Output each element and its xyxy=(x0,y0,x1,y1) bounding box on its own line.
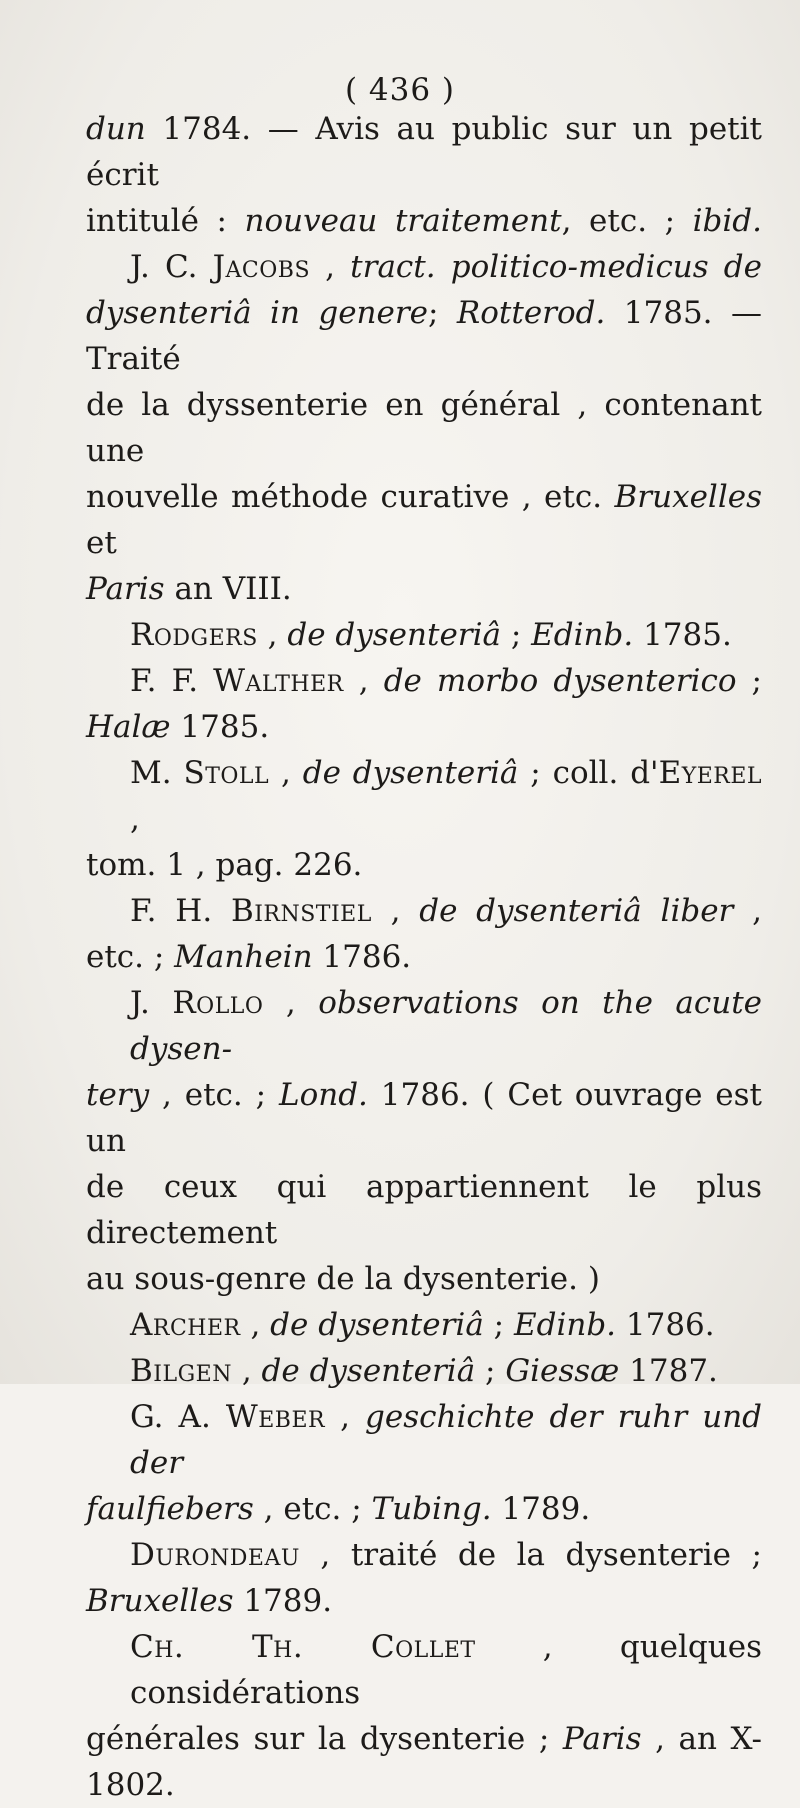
bibliography-text xyxy=(86,106,762,1808)
text-line xyxy=(86,474,762,566)
text-segment: , xyxy=(325,1399,366,1435)
italic-text: Paris xyxy=(562,1721,642,1757)
text-line xyxy=(86,658,762,704)
text-segment: J. xyxy=(130,985,173,1021)
author-name: Bilgen xyxy=(130,1353,232,1389)
italic-text: de morbo dysenterico xyxy=(383,663,737,699)
text-segment: , xyxy=(257,617,288,653)
italic-text: dun xyxy=(86,111,146,147)
text-segment: G. A. xyxy=(130,1399,226,1435)
italic-text: geschichte der ruhr und der xyxy=(130,1399,762,1481)
text-line xyxy=(86,1348,762,1394)
text-segment: ; coll. d' xyxy=(518,755,659,791)
italic-text: Lond. xyxy=(278,1077,368,1113)
text-line xyxy=(86,1394,762,1486)
text-line xyxy=(86,1578,762,1624)
author-name: Rodgers xyxy=(130,617,258,653)
text-line xyxy=(86,704,762,750)
text-segment: etc. ; xyxy=(86,939,175,975)
text-line xyxy=(86,934,762,980)
text-line xyxy=(86,382,762,474)
text-segment: 1789. xyxy=(491,1491,591,1527)
text-line xyxy=(86,980,762,1072)
italic-text: Rotterod. xyxy=(456,295,606,331)
text-segment: , an X- xyxy=(641,1721,762,1757)
author-name: Archer xyxy=(130,1307,241,1343)
text-line xyxy=(86,1164,762,1256)
italic-text: ibid. xyxy=(692,203,762,239)
text-segment: , xyxy=(310,249,351,285)
author-name: Jacobs xyxy=(212,249,311,285)
italic-text: Manhein xyxy=(174,939,313,975)
text-segment: ; xyxy=(428,295,457,331)
text-line xyxy=(86,1532,762,1578)
italic-text: Paris xyxy=(86,571,165,607)
italic-text: observations on the acute dysen- xyxy=(130,985,762,1067)
text-segment: , xyxy=(343,663,384,699)
text-segment: 1786. xyxy=(312,939,412,975)
text-segment: ; xyxy=(475,1353,506,1389)
text-segment: M. xyxy=(130,755,184,791)
text-segment: de la dyssenterie en général , contenant une xyxy=(86,387,762,469)
text-segment: , etc. ; xyxy=(561,203,693,239)
text-segment: 1789. xyxy=(233,1583,333,1619)
text-line xyxy=(86,1072,762,1164)
text-line xyxy=(86,750,762,842)
author-name: Birnstiel xyxy=(230,893,372,929)
italic-text: Halæ xyxy=(86,709,171,745)
italic-text: de dysenteriâ liber xyxy=(419,893,734,929)
text-segment: F. H. xyxy=(130,893,231,929)
text-line xyxy=(86,1256,762,1302)
text-line xyxy=(86,888,762,934)
author-name: Stoll xyxy=(183,755,270,791)
italic-text: Tubing. xyxy=(371,1491,492,1527)
author-name: Eyerel xyxy=(658,755,763,791)
text-segment: J. C. xyxy=(130,249,213,285)
italic-text: Bruxelles xyxy=(86,1583,234,1619)
text-segment: générales sur la dysenterie ; xyxy=(86,1721,563,1757)
italic-text: dysenteriâ in genere xyxy=(86,295,429,331)
text-line xyxy=(86,1716,762,1762)
text-segment: F. F. xyxy=(130,663,214,699)
italic-text: de dysenteriâ xyxy=(261,1353,476,1389)
text-segment: , xyxy=(371,893,420,929)
text-segment: , quelques considérations xyxy=(130,1629,762,1711)
text-segment: , traité de la dysenterie ; xyxy=(299,1537,762,1573)
text-segment: 1786. ( Cet ouvrage est un xyxy=(86,1077,763,1159)
text-line xyxy=(86,842,762,888)
text-segment: , etc. ; xyxy=(149,1077,279,1113)
text-line xyxy=(86,1762,762,1808)
text-segment: , xyxy=(240,1307,271,1343)
author-name: Ch. Th. Collet xyxy=(130,1629,476,1665)
text-segment: 1787. xyxy=(619,1353,718,1389)
text-line xyxy=(86,244,762,290)
author-name: Durondeau xyxy=(130,1537,300,1573)
page-number: ( 436 ) xyxy=(344,72,456,108)
text-segment: 1784. — Avis au public sur un petit écrit xyxy=(86,111,762,193)
italic-text: faulfiebers xyxy=(86,1491,254,1527)
text-line xyxy=(86,106,762,198)
text-segment: tom. 1 , pag. 226. xyxy=(86,847,363,883)
italic-text: nouveau traitement xyxy=(244,203,562,239)
text-segment: 1786. xyxy=(616,1307,715,1343)
text-segment: 1785. xyxy=(170,709,270,745)
text-line xyxy=(86,1302,762,1348)
italic-text: Edinb. xyxy=(513,1307,617,1343)
text-segment: 1785. xyxy=(633,617,732,653)
text-segment: de ceux qui appartiennent le plus directement xyxy=(86,1169,762,1251)
italic-text: Giessæ xyxy=(505,1353,620,1389)
author-name: Walther xyxy=(213,663,344,699)
italic-text: Edinb. xyxy=(531,617,634,653)
text-segment: , xyxy=(263,985,319,1021)
text-line xyxy=(86,1486,762,1532)
italic-text: de dysenteriâ xyxy=(270,1307,484,1343)
italic-text: de dysenteriâ xyxy=(287,617,501,653)
text-segment: nouvelle méthode curative , etc. xyxy=(86,479,615,515)
author-name: Weber xyxy=(225,1399,326,1435)
italic-text: Bruxelles xyxy=(614,479,762,515)
text-segment: an VIII. xyxy=(164,571,292,607)
italic-text: tery xyxy=(86,1077,150,1113)
text-segment: ; xyxy=(501,617,532,653)
text-line xyxy=(86,1624,762,1716)
text-line xyxy=(86,566,762,612)
italic-text: tract. politico-medicus de xyxy=(350,249,762,285)
text-segment: , xyxy=(231,1353,262,1389)
text-segment: intitulé : xyxy=(86,203,245,239)
text-line xyxy=(86,290,762,382)
text-segment: , etc. ; xyxy=(253,1491,372,1527)
text-line xyxy=(86,612,762,658)
text-segment: , xyxy=(130,801,140,837)
text-segment: , xyxy=(269,755,303,791)
italic-text: de dysenteriâ xyxy=(302,755,519,791)
text-line xyxy=(86,198,762,244)
text-segment: au sous-genre de la dysenterie. ) xyxy=(86,1261,600,1297)
text-segment: ; xyxy=(483,1307,514,1343)
text-segment: 1802. xyxy=(86,1767,175,1803)
author-name: Rollo xyxy=(172,985,264,1021)
text-segment: ; xyxy=(736,663,762,699)
text-segment: , xyxy=(733,893,762,929)
text-segment: 1785. — Traité xyxy=(86,295,762,377)
text-segment: et xyxy=(86,525,117,561)
